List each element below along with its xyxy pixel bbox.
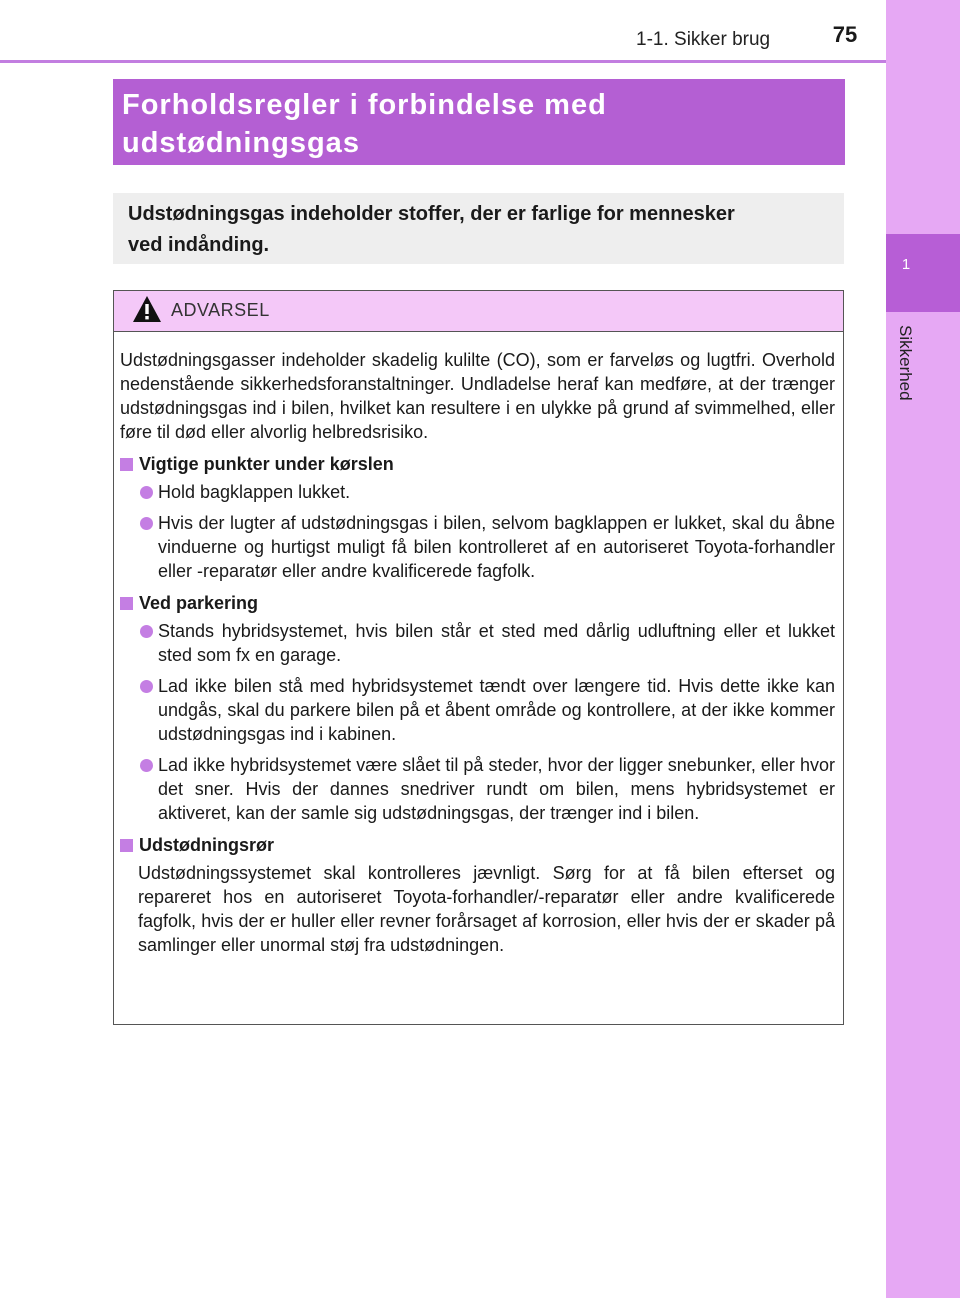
section-heading-parking xyxy=(120,591,835,615)
list-item xyxy=(120,753,835,825)
square-bullet-icon xyxy=(120,597,133,610)
header-divider xyxy=(0,60,886,63)
chapter-tab xyxy=(886,234,960,312)
round-bullet-icon xyxy=(140,625,153,638)
list-item xyxy=(120,511,835,583)
chapter-label: Sikkerhed xyxy=(896,325,915,401)
square-bullet-icon xyxy=(120,458,133,471)
page-number: 75 xyxy=(832,22,858,47)
page-title-line2: udstødningsgas xyxy=(122,127,360,159)
exhaust-pipe-paragraph: Udstødningssystemet skal kontrolleres jævnligt. Sørg for at få bilen efterset og repareret hos en autoriseret Toyota-forhandler/-reparatør eller andre kvalificerede fagfolk, hvis der er huller eller revner forårsaget af korrosion, eller hvis der er skader på samlinger eller unormal støj fra udstødningen. xyxy=(138,863,835,955)
list-item xyxy=(120,619,835,667)
list-item-text: Stands hybridsystemet, hvis bilen står et sted med dårlig udluftning eller et lukket sted som fx en garage. xyxy=(158,621,835,665)
square-bullet-icon xyxy=(120,839,133,852)
section-heading-driving xyxy=(120,452,835,476)
section-heading-text: Vigtige punkter under kørslen xyxy=(139,454,394,474)
section-heading-exhaust-pipe xyxy=(120,833,835,857)
page-title xyxy=(113,79,845,165)
list-item-text: Hvis der lugter af udstødningsgas i bilen, selvom bagklappen er lukket, skal du åbne vinduerne og hurtigst muligt få bilen kontrolleret af en autoriseret Toyota-forhandler eller -reparatør eller andre kvalificerede fagfolk. xyxy=(158,513,835,581)
list-item xyxy=(120,674,835,746)
warning-box xyxy=(113,290,844,1025)
list-item-text: Lad ikke bilen stå med hybridsystemet tændt over længere tid. Hvis dette ikke kan undgås, skal du parkere bilen på et åbent område og kontrollere, at der ikke kommer udstødningsgas ind i kabinen. xyxy=(158,676,835,744)
list-item-text: Lad ikke hybridsystemet være slået til på steder, hvor der ligger snebunker, eller hvor det sner. Hvis der dannes snedriver rundt om bilen, mens hybridsystemet er aktiveret, kan der samle sig udstødningsgas, der trænger ind i bilen. xyxy=(158,755,835,823)
side-strip xyxy=(886,0,960,1298)
warning-intro-paragraph: Udstødningsgasser indeholder skadelig kulilte (CO), som er farveløs og lugtfri. Overhold nedenstående sikkerhedsforanstaltninger. Undladelse heraf kan medføre, at der trænger udstødningsgas ind i bilen, hvilket kan resultere i en ulykke på grund af svimmelhed, eller føre til død eller alvorlig helbredsrisiko. xyxy=(120,350,835,442)
round-bullet-icon xyxy=(140,680,153,693)
chapter-number: 1 xyxy=(901,256,911,273)
warning-body xyxy=(114,332,843,957)
round-bullet-icon xyxy=(140,759,153,772)
round-bullet-icon xyxy=(140,486,153,499)
round-bullet-icon xyxy=(140,517,153,530)
intro-line1: Udstødningsgas indeholder stoffer, der er farlige for mennesker xyxy=(128,203,735,225)
section-heading-text: Ved parkering xyxy=(139,593,259,613)
section-heading-text: Udstødningsrør xyxy=(139,835,274,855)
intro-summary xyxy=(113,193,844,264)
warning-title: ADVARSEL xyxy=(171,300,270,320)
warning-header xyxy=(114,291,843,332)
list-item xyxy=(120,480,835,504)
warning-triangle-icon xyxy=(132,295,162,323)
page-title-line1: Forholdsregler i forbindelse med xyxy=(122,89,607,121)
section-label: 1-1. Sikker brug xyxy=(636,29,771,50)
intro-line2: ved indånding. xyxy=(128,234,270,256)
list-item-text: Hold bagklappen lukket. xyxy=(158,482,351,502)
